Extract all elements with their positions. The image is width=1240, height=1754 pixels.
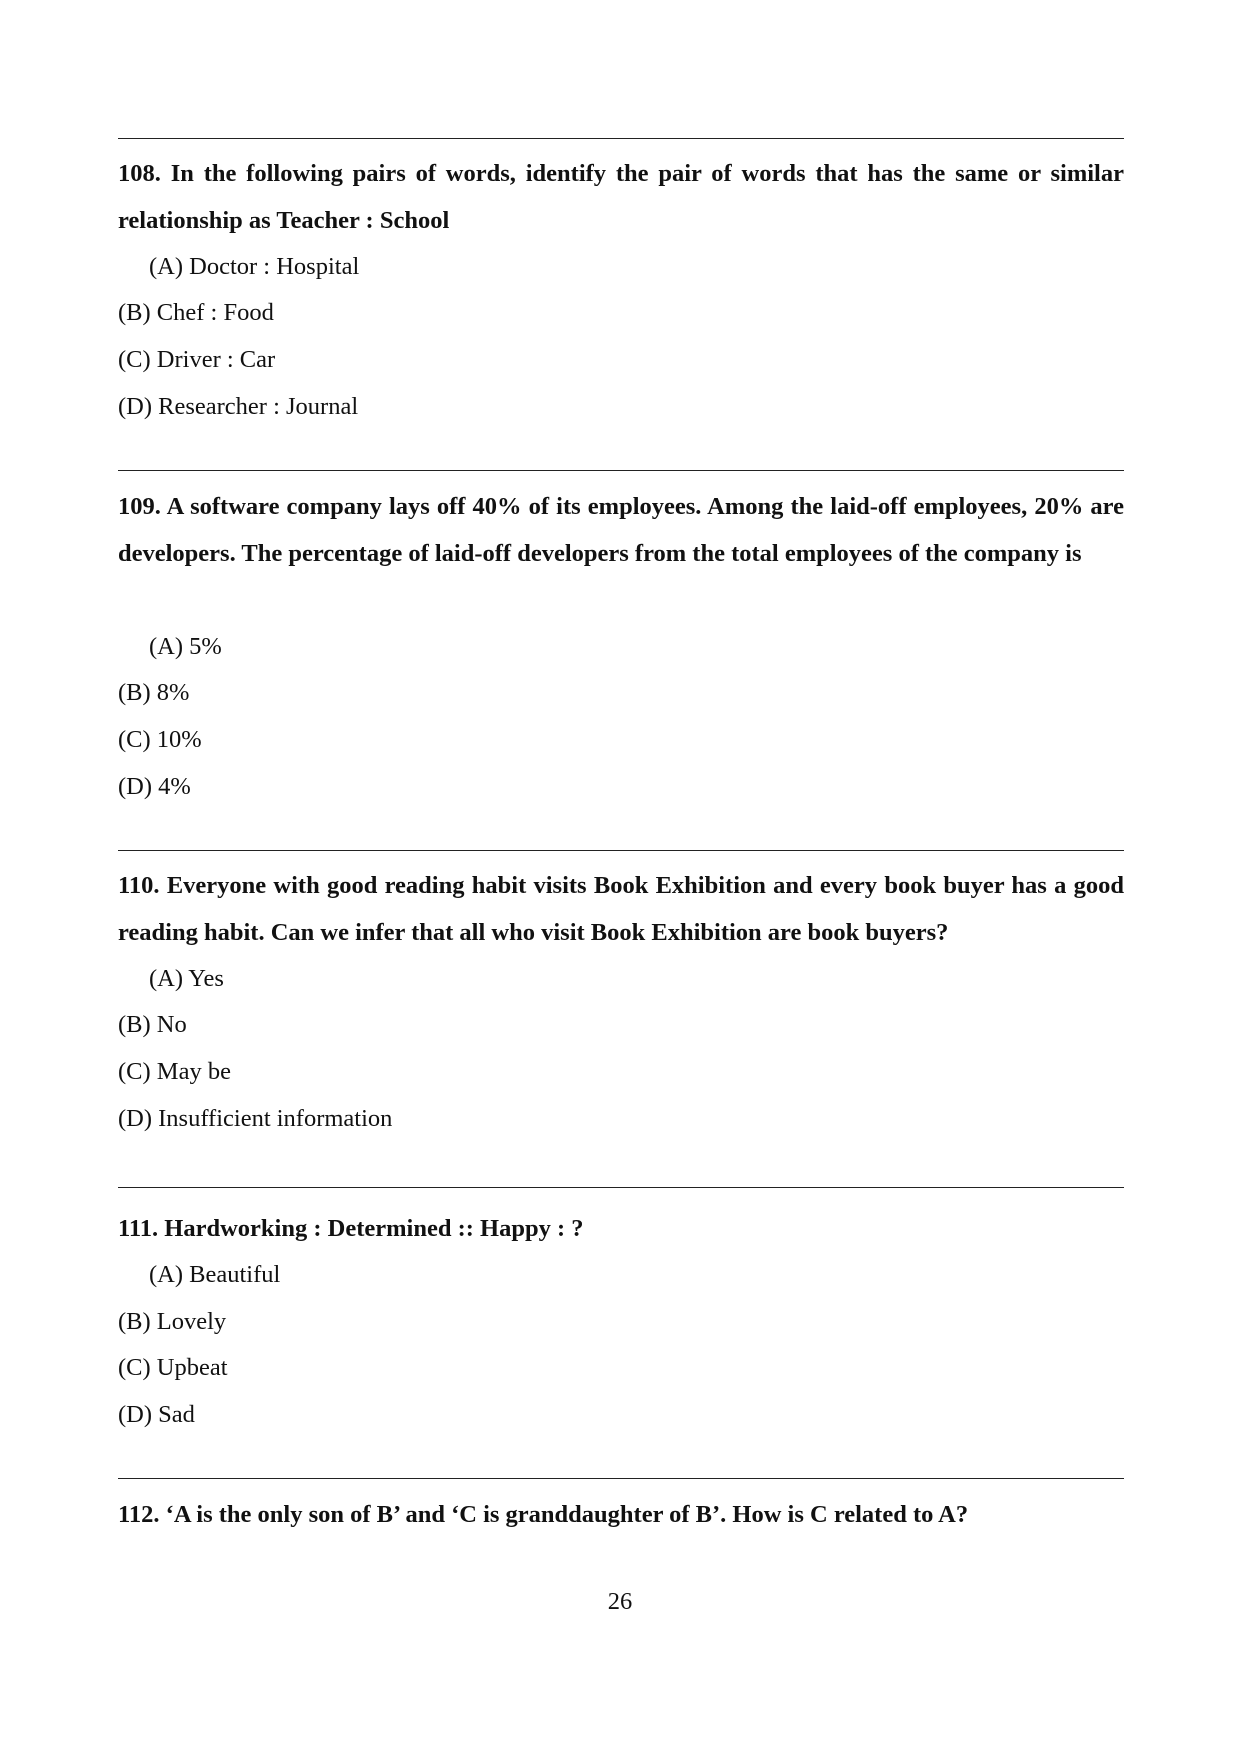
option-d: (D) 4% bbox=[118, 773, 191, 800]
question-text: In the following pairs of words, identify the pair of words that has the same or similar relationship as Teacher : School bbox=[118, 160, 1124, 234]
option-b: (B) No bbox=[118, 1011, 187, 1038]
option-a: (A) Yes bbox=[149, 965, 224, 992]
question-number: 111. bbox=[118, 1215, 159, 1242]
option-c: (C) Upbeat bbox=[118, 1354, 228, 1381]
divider bbox=[118, 850, 1124, 851]
page-number: 26 bbox=[607, 1588, 633, 1615]
question-number: 110. bbox=[118, 872, 160, 899]
option-c: (C) May be bbox=[118, 1058, 231, 1085]
option-d: (D) Insufficient information bbox=[118, 1105, 393, 1132]
option-c: (C) 10% bbox=[118, 726, 202, 753]
question-111 bbox=[118, 1205, 1124, 1252]
divider bbox=[118, 1187, 1124, 1188]
question-number: 108. bbox=[118, 160, 161, 187]
option-a: (A) Doctor : Hospital bbox=[149, 253, 360, 280]
question-text: A software company lays off 40% of its employees. Among the laid-off employees, 20% are developers. The percentage of laid-off developers from the total employees of the company is bbox=[118, 493, 1124, 567]
question-text: Everyone with good reading habit visits Book Exhibition and every book buyer has a good reading habit. Can we infer that all who visit Book Exhibition are book buyers? bbox=[118, 872, 1124, 946]
question-number: 109. bbox=[118, 493, 161, 520]
question-109 bbox=[118, 483, 1124, 577]
divider bbox=[118, 1478, 1124, 1479]
option-d: (D) Researcher : Journal bbox=[118, 393, 359, 420]
question-112 bbox=[118, 1491, 1124, 1538]
option-c: (C) Driver : Car bbox=[118, 346, 276, 373]
option-b: (B) Chef : Food bbox=[118, 299, 274, 326]
option-a: (A) 5% bbox=[149, 633, 222, 660]
option-b: (B) Lovely bbox=[118, 1308, 227, 1335]
option-d: (D) Sad bbox=[118, 1401, 195, 1428]
question-110 bbox=[118, 862, 1124, 956]
question-text: Hardworking : Determined :: Happy : ? bbox=[164, 1215, 584, 1242]
divider bbox=[118, 138, 1124, 139]
question-text: ‘A is the only son of B’ and ‘C is granddaughter of B’. How is C related to A? bbox=[165, 1501, 969, 1528]
question-108 bbox=[118, 150, 1124, 244]
question-number: 112. bbox=[118, 1501, 160, 1528]
option-b: (B) 8% bbox=[118, 679, 190, 706]
divider bbox=[118, 470, 1124, 471]
option-a: (A) Beautiful bbox=[149, 1261, 281, 1288]
